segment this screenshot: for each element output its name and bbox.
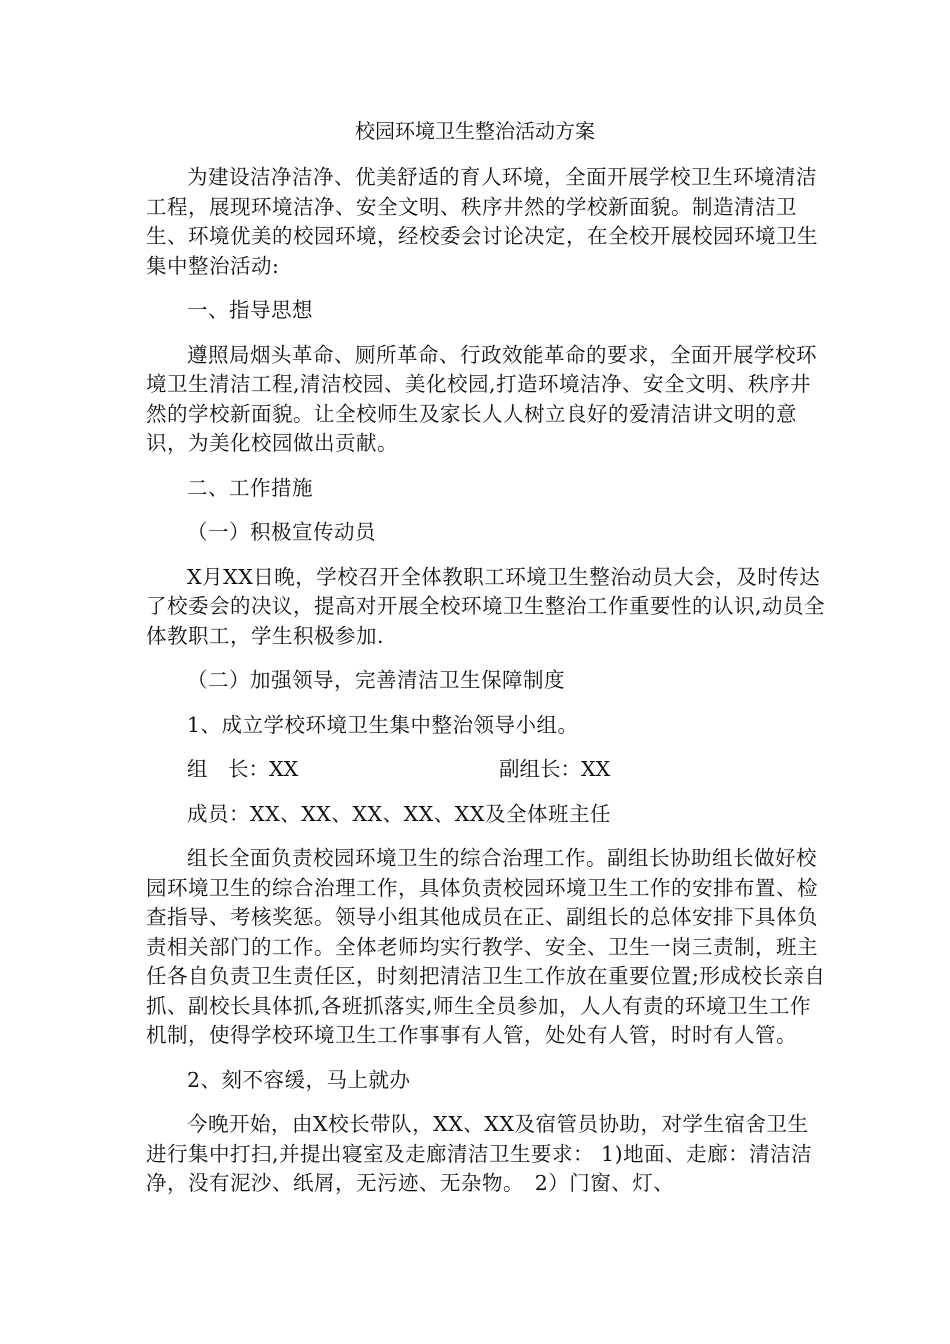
deputy-text: 副组长：XX xyxy=(499,757,611,781)
section2-heading: 二、工作措施 xyxy=(187,475,313,500)
section1-heading: 一、指导思想 xyxy=(187,298,313,322)
item2-paragraph: 今晚开始，由X校长带队，XX、XX及宿管员协助，对学生宿舍卫生进行集中打扫,并提出寝室及走廊清洁卫生要求： 1)地面、走廊：清洁洁净，没有泥沙、纸屑，无污迹、无杂物。 2）门窗、灯、 xyxy=(146,1112,813,1195)
leader-row xyxy=(146,755,826,785)
intro-paragraph: 为建设洁净洁净、优美舒适的育人环境，全面开展学校卫生环境清洁工程，展现环境洁净、安全文明、秩序井然的学校新面貌。制造清洁卫生、环境优美的校园环境，经校委会讨论决定，在全校开展校园环境卫生集中整治活动: xyxy=(146,165,818,278)
item1-heading: 1、成立学校环境卫生集中整治领导小组。 xyxy=(187,712,579,737)
duties-paragraph: 组长全面负责校园环境卫生的综合治理工作。副组长协助组长做好校园环境卫生的综合治理工作，具体负责校园环境卫生工作的安排布置、检查指导、考核奖惩。领导小组其他成员在正、副组长的总体安排下具体负责相关部门的工作。全体老师均实行教学、安全、卫生一岗三责制，班主任各自负责卫生责任区，时刻把清洁卫生工作放在重要位置;形成校长亲自抓、副校长具体抓,各班抓落实,师生全员参加，人人有责的环境卫生工作机制，使得学校环境卫生工作事事有人管，处处有人管，时时有人管。 xyxy=(146,846,826,1047)
subsection2-heading: （二）加强领导，完善清洁卫生保障制度 xyxy=(187,668,565,692)
subsection1-heading: （一）积极宣传动员 xyxy=(187,520,376,544)
subsection1-paragraph: X月XX日晚，学校召开全体教职工环境卫生整治动员大会，及时传达了校委会的决议，提高对开展全校环境卫生整治工作重要性的认识,动员全体教职工，学生积极参加. xyxy=(146,564,826,648)
leader-text: 组 长：XX xyxy=(187,757,299,781)
document-body xyxy=(146,163,826,1214)
members-line: 成员：XX、XX、XX、XX、XX及全体班主任 xyxy=(187,801,611,826)
section1-paragraph: 遵照局烟头革命、厕所革命、行政效能革命的要求，全面开展学校环境卫生清洁工程,清洁校园、美化校园,打造环境洁净、安全文明、秩序井然的学校新面貌。让全校师生及家长人人树立良好的爱清洁讲文明的意识，为美化校园做出贡献。 xyxy=(146,342,817,455)
item2-heading: 2、刻不容缓，马上就办 xyxy=(187,1067,411,1092)
document-title: 校园环境卫生整治活动方案 xyxy=(355,119,595,143)
